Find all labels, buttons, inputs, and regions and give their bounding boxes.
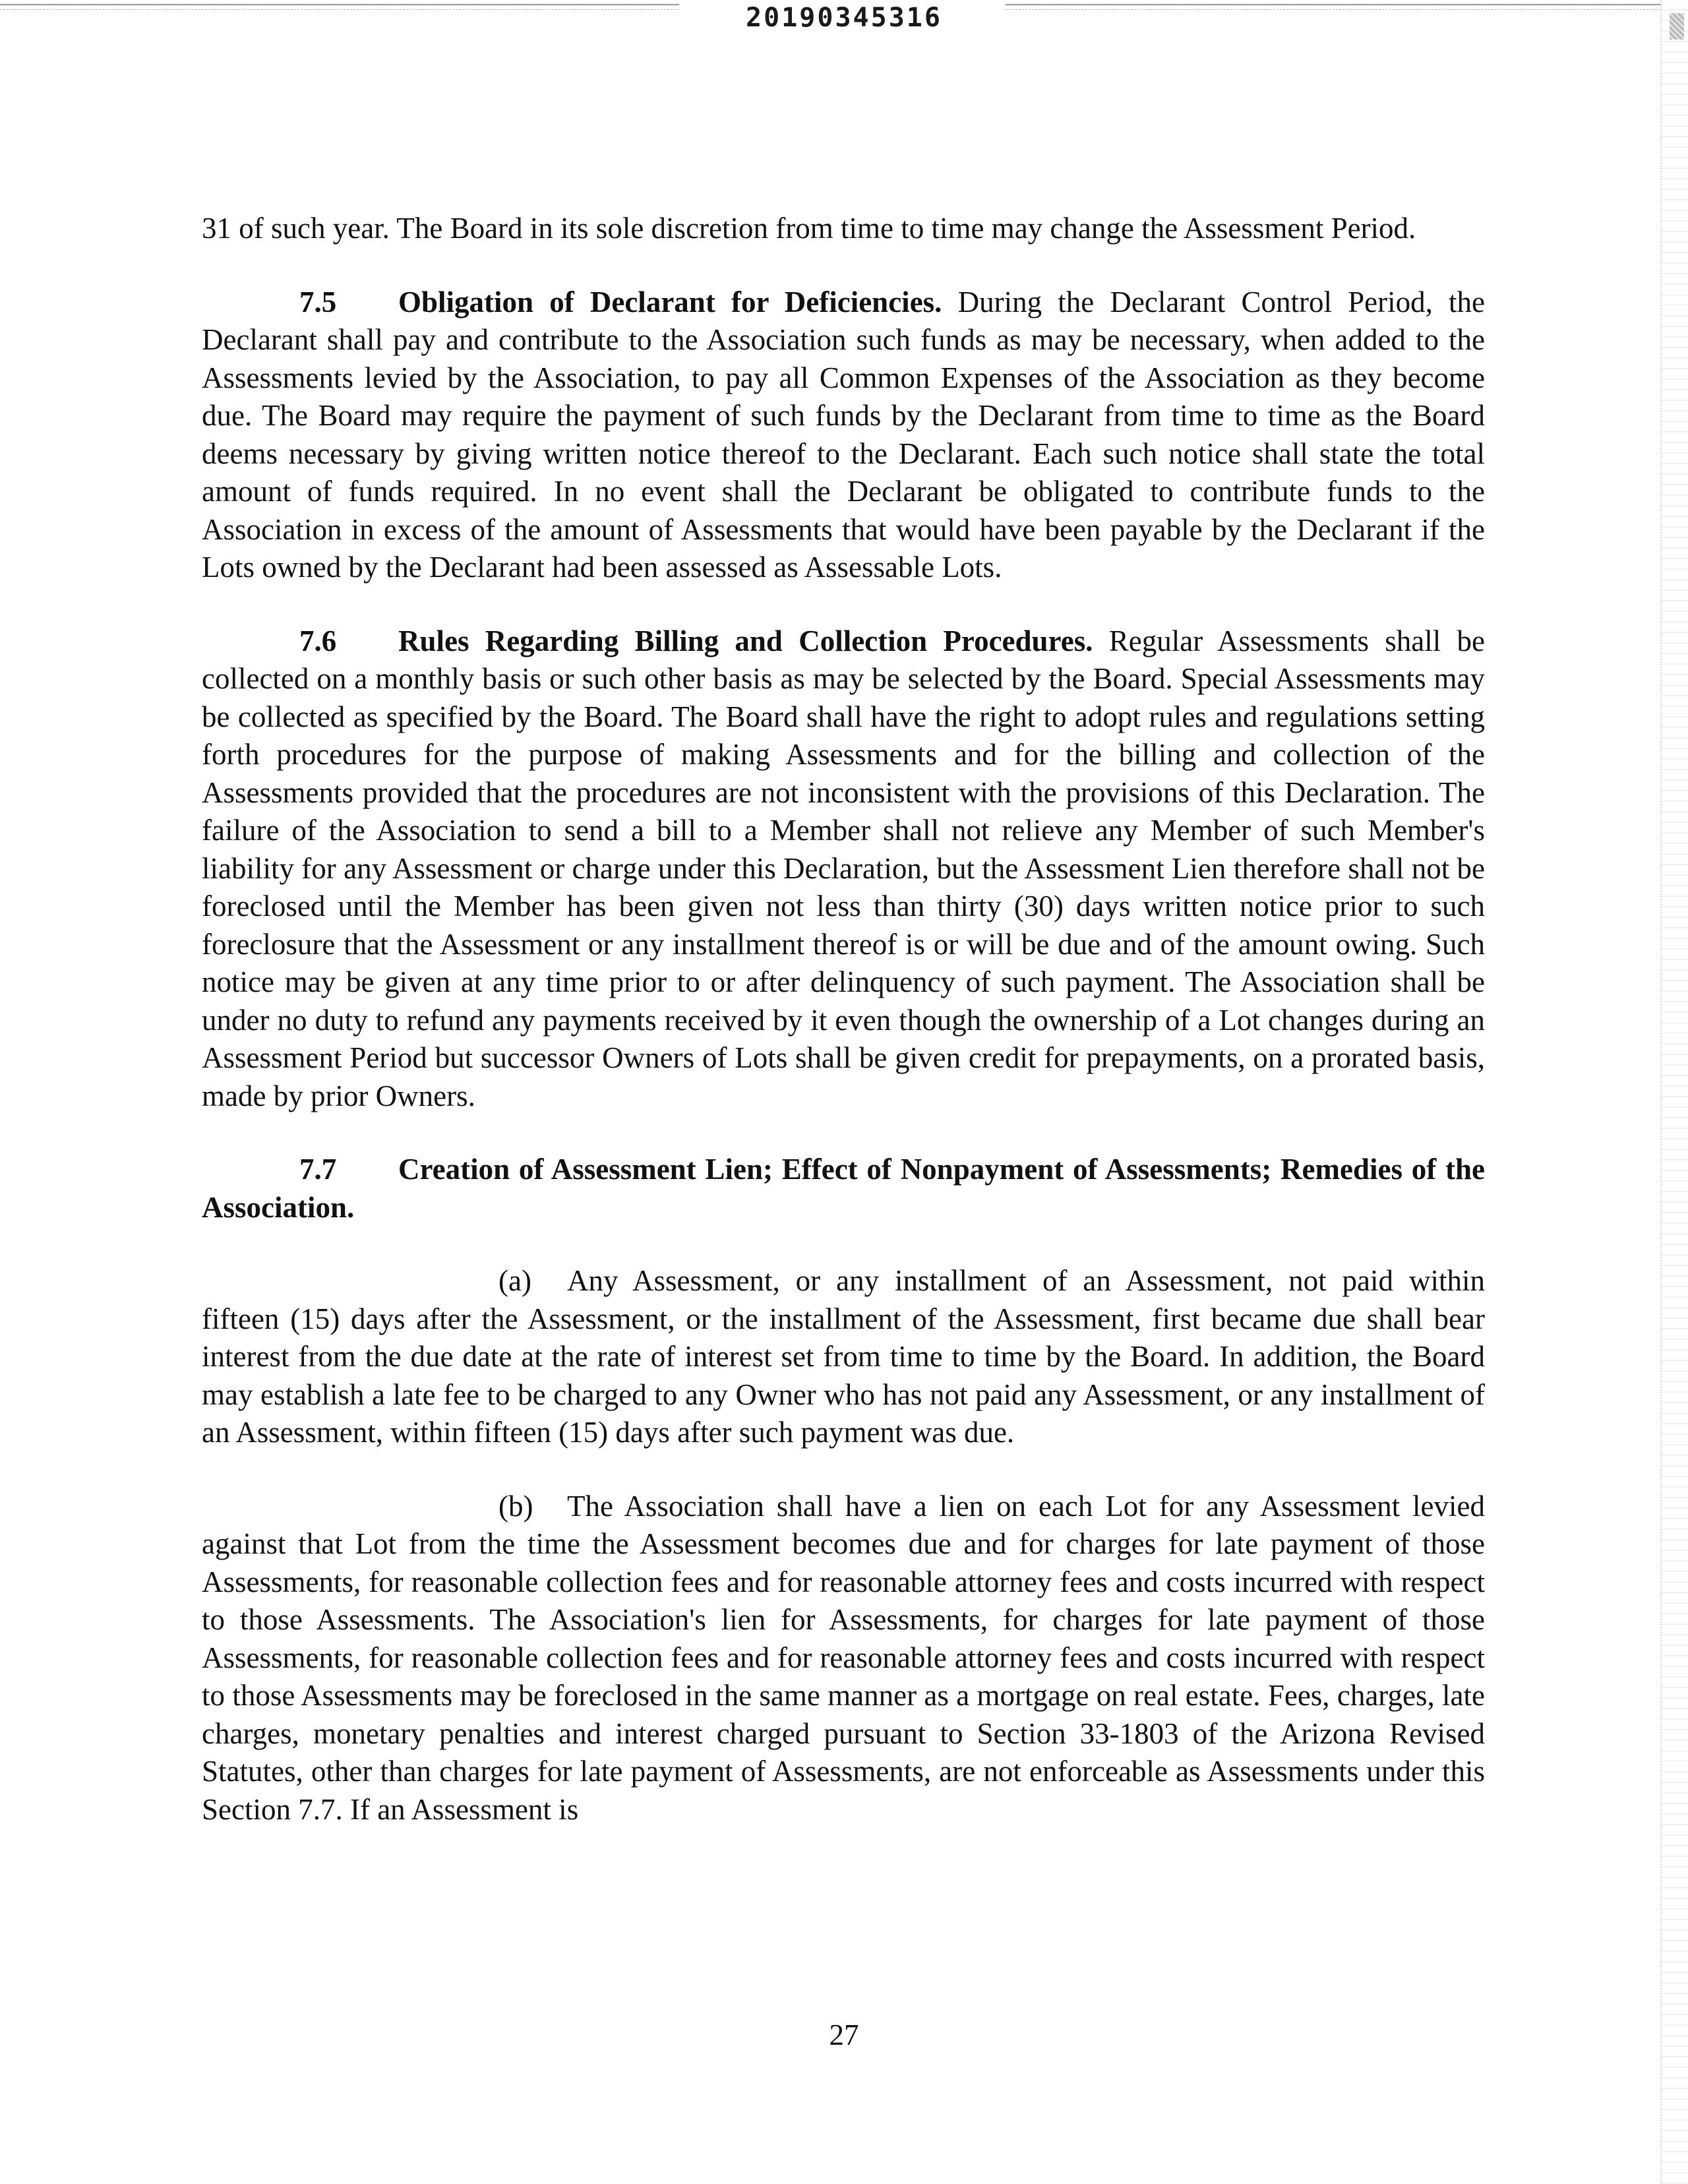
document-body bbox=[202, 210, 1485, 1829]
section-7-5 bbox=[202, 284, 1485, 587]
subsection-label: (a) bbox=[498, 1264, 531, 1297]
section-7-7-heading bbox=[202, 1151, 1485, 1227]
subsection-body: The Association shall have a lien on each Lot for any Assessment levied against that Lot from the time the Assessment becomes due and for charges for late payment of those Assessments, for reasonable collection fees and for reasonable attorney fees and costs incurred with respect to those Assessments. The Association's lien for Assessments, for charges for late payment of those Assessments, for reasonable collection fees and for reasonable attorney fees and costs incurred with respect to those Assessments may be foreclosed in the same manner as a mortgage on real estate. Fees, charges, late charges, monetary penalties and interest charged pursuant to Section 33-1803 of the Arizona Revised Statutes, other than charges for late payment of Assessments, are not enforceable as Assessments under this Section 7.7. If an Assessment is bbox=[202, 1489, 1485, 1826]
section-title: Rules Regarding Billing and Collection Procedures. bbox=[398, 624, 1093, 657]
page-number: 27 bbox=[829, 2018, 859, 2051]
subsection-label: (b) bbox=[498, 1489, 533, 1523]
subsection-7-7-b bbox=[202, 1488, 1485, 1829]
section-number: 7.7 bbox=[299, 1153, 337, 1186]
scan-edge-mark bbox=[1670, 13, 1684, 40]
header-rule-left bbox=[0, 4, 679, 10]
section-number: 7.6 bbox=[299, 624, 337, 657]
section-body: Regular Assessments shall be collected on a monthly basis or such other basis as may be selected by the Board. Special Assessments may be collected as specified by the Board. The Board shall have the right to adopt rules and regulations setting forth procedures for the purpose of making Assessments and for the billing and collection of the Assessments provided that the procedures are not inconsistent with the provisions of this Declaration. The failure of the Association to send a bill to a Member shall not relieve any Member of such Member's liability for any Assessment or charge under this Declaration, but the Assessment Lien therefore shall not be foreclosed until the Member has been given not less than thirty (30) days written notice prior to such foreclosure that the Assessment or any installment thereof is or will be due and of the amount owing. Such notice may be given at any time prior to or after delinquency of such payment. The Association shall be under no duty to refund any payments received by it even though the ownership of a Lot changes during an Assessment Period but successor Owners of Lots shall be given credit for prepayments, on a prorated basis, made by prior Owners. bbox=[202, 624, 1485, 1112]
section-body: During the Declarant Control Period, the Declarant shall pay and contribute to the Association such funds as may be necessary, when added to the Assessments levied by the Association, to pay all Common Expenses of the Association as they become due. The Board may require the payment of such funds by the Declarant from time to time as the Board deems necessary by giving written notice thereof to the Declarant. Each such notice shall state the total amount of funds required. In no event shall the Declarant be obligated to contribute funds to the Association in excess of the amount of Assessments that would have been payable by the Declarant if the Lots owned by the Declarant had been assessed as Assessable Lots. bbox=[202, 285, 1486, 584]
header-rule-right bbox=[1006, 4, 1662, 10]
section-title: Obligation of Declarant for Deficiencies. bbox=[398, 285, 942, 318]
subsection-body: Any Assessment, or any installment of an Assessment, not paid within fifteen (15) days after the Assessment, or the installment of the Assessment, first became due shall bear interest from the due date at the rate of interest set from time to time by the Board. In addition, the Board may establish a late fee to be charged to any Owner who has not paid any Assessment, or any installment of an Assessment, within fifteen (15) days after such payment was due. bbox=[202, 1264, 1485, 1449]
section-7-6 bbox=[202, 622, 1485, 1116]
section-title: Creation of Assessment Lien; Effect of Nonpayment of Assessments; Remedies of the Association. bbox=[202, 1153, 1485, 1224]
scan-edge-artifact bbox=[1660, 0, 1688, 2184]
recording-number: 20190345316 bbox=[746, 3, 942, 33]
paragraph-continuation: 31 of such year. The Board in its sole discretion from time to time may change the Assessment Period. bbox=[202, 212, 1416, 245]
subsection-7-7-a bbox=[202, 1262, 1485, 1452]
section-number: 7.5 bbox=[299, 285, 337, 318]
